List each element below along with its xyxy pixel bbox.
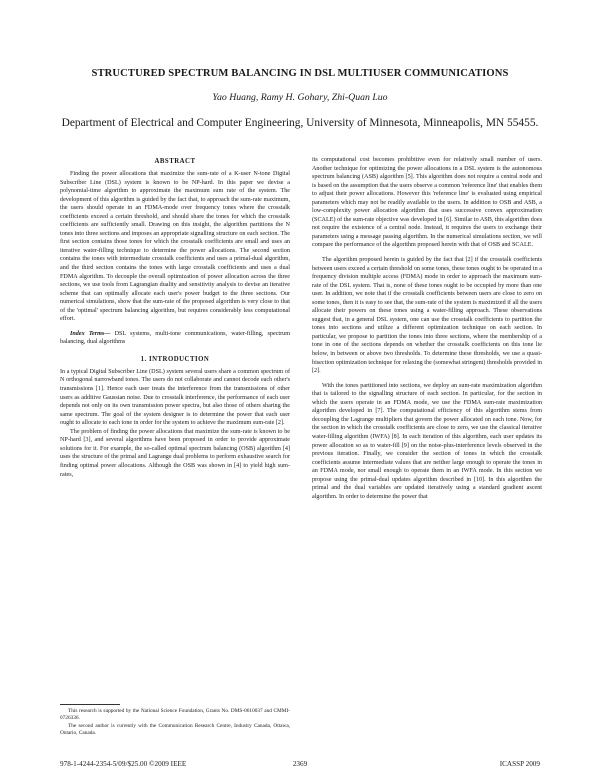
footnote-funding: This research is supported by the National Science Foundation, Grants No. DMS-0610037 and CMMI-0726336. [60,708,290,721]
index-terms-text: DSL systems, multi-tone communications, water-filling, spectrum balancing, dual algorithms [60,330,290,346]
footnote-rule [60,704,120,705]
introduction-heading: 1. INTRODUCTION [140,355,210,363]
body-paragraph-2: The algorithm proposed herein is guided by the fact that [2] if the crosstalk coefficients between users exceed a certain threshold on some tones, these tones ought to be operated in a frequency division multiple access (FDMA) mode in order to approach the maximum sum-rate of the DSL system. That is, none of these tones ought to be occupied by more than one user. In addition, we note that if the crosstalk coefficients between users are close to zero on some tones, then it is easy to see that, the sum-rate of the system is maximized if all the users allocate their powers on these tones using a water-filling approach. These observations suggest that, in a general DSL system, one can use the crosstalk coefficients to partition the tones into sections and utilize a different optimization technique on each section. In particular, we propose to partition the tones into three sections, where the membership of a tone in one of the sections depends on whether the crosstalk coefficients on this tone lie below, in between or above two thresholds. To determine these thresholds, we use a quasi-bisection optimization technique for relaxing the (somewhat stringent) thresholds provided in [2]. [312,257,542,375]
index-terms [60,330,290,347]
abstract-heading: ABSTRACT [154,158,196,165]
footnotes [60,704,290,738]
right-column [312,156,542,501]
page-number: 2369 [292,760,308,768]
conference-name: ICASSP 2009 [499,760,540,768]
index-terms-label: Index Terms— [70,330,111,337]
footnote-affiliation: The second author is currently with the Communication Research Centre, Industry Canada, Ottawa, Ontario, Canada. [60,723,290,736]
footer-isbn: 978-1-4244-2354-5/09/$25.00 ©2009 IEEE [60,760,187,768]
intro-paragraph-1: In a typical Digital Subscriber Line (DSL) system several users share a common spectrum of N orthogonal narrowband tones. The users do not collaborate and cannot decode each other's transmissions [1]. Hence each user treats the interference from the transmissions of other users as additive Gaussian noise. Due to crosstalk interference, the performance of each user depends not only on its own transmission power spectra, but also those of others sharing the same spectrum. The goal of the system designer is to determine the power that each user ought to allocate to each tone in order for the system to achieve the maximum sum-rate [2]. [60,368,290,427]
body-paragraph-1: its computational cost becomes prohibitive even for relatively small number of users. Another technique for optimizing the power allocations in a DSL system is the autonomous spectrum balancing (ASB) algorithm [5]. This algorithm does not require a central node and is based on the assumption that the users observe a common 'reference line' that enables them to adjust their power allocations. However this 'reference line' is evaluated using empirical parameters which may not be readily available to the users. In addition to OSB and ASB, a low-complexity power allocation algorithm that uses successive convex approximation (SCALE) of the sum-rate objective was developed in [6]. Similar to ASB, this algorithm does not require the existence of a central node. Instead, it requires the users to exchange their parameters using a message passing algorithm. In the numerical simulations section, we will compare the performance of the algorithm proposed herein with that of OSB and SCALE. [312,157,542,249]
abstract-text: Finding the power allocations that maximize the sum-rate of a K-user N-tone Digital Subscriber Line (DSL) system is known to be NP-hard. In this paper we devise a polynomial-time algorithm to approximate the maximum sum rate of the system. The development of this algorithm is guided by the fact that, to approach the sum-rate maximum, the users should operate in an FDMA-mode over frequency tones where the crosstalk coefficients exceed a certain threshold, and should share the tones for which the crosstalk coefficients are sufficiently small. Drawing on this insight, the algorithm partitions the N tones into three sections and imposes an appropriate signalling structure on each section. The first section contains those tones for which the crosstalk coefficients are small and uses an iterative water-filling technique to determine the power allocations. The second section contains the tones with intermediate crosstalk coefficients and uses a primal-dual algorithm, and the third section contains the tones with large crosstalk coefficients and uses a dual FDMA algorithm. To decouple the overall optimization of power allocation across the three sections, we use tools from Lagrangian duality and sensitivity analysis to devise an iterative scheme that can optimally allocate each user's power budget to the three sections. Our numerical simulations, show that the sum-rate of the proposed algorithm is very close to that of the 'optimal' spectrum balancing algorithm, but requires considerably less computational effort. [60,171,290,323]
body-paragraph-3: With the tones partitioned into sections, we deploy an sum-rate maximization algorithm that is tailored to the signalling structure of each section. In particular, for the section in which the users operate in an FDMA mode, we use the FDMA sum-rate maximization algorithm developed in [7]. The computational efficiency of this algorithm stems from decoupling the Lagrange multipliers that govern the power allocated on each tone. Now, for the section in which the crosstalk coefficients are close to zero, we use the classical iterative water-filling algorithm (IWFA) [8]. In each iteration of this algorithm, each user updates its power allocation so as to water-fill [9] on the noise-plus-interference levels observed in the previous iteration. Finally, we consider the section of tones in which the crosstalk coefficients assume intermediate values that are neither large enough to operate the tones in an FDMA mode, nor small enough to operate them in an IWFA mode. In this section we propose using the primal-dual updates algorithm described in [10]. In this algorithm the primal and the dual variables are updated iteratively using a standard gradient ascent algorithm. In order to determine the power that [312,382,542,500]
intro-paragraph-2: The problem of finding the power allocations that maximize the sum-rate is known to be NP-hard [3], and several algorithms have been proposed in order to provide approximate solutions for it. For example, the so-called optimal spectrum balancing (OSB) algorithm [4] uses the structure of the primal and Lagrange dual problems to perform exhaustive search for finding optimal power allocations. Although the OSB was shown in [4] to yield high sum-rates, [60,428,290,478]
affiliation: Department of Electrical and Computer Engineering, University of Minnesota, Minneapolis, MN 55455. [61,117,539,129]
paper-title: STRUCTURED SPECTRUM BALANCING IN DSL MULTIUSER COMMUNICATIONS [91,68,509,79]
left-column [60,157,290,479]
author-list: Yao Huang, Ramy H. Gohary, Zhi-Quan Luo [212,92,388,103]
